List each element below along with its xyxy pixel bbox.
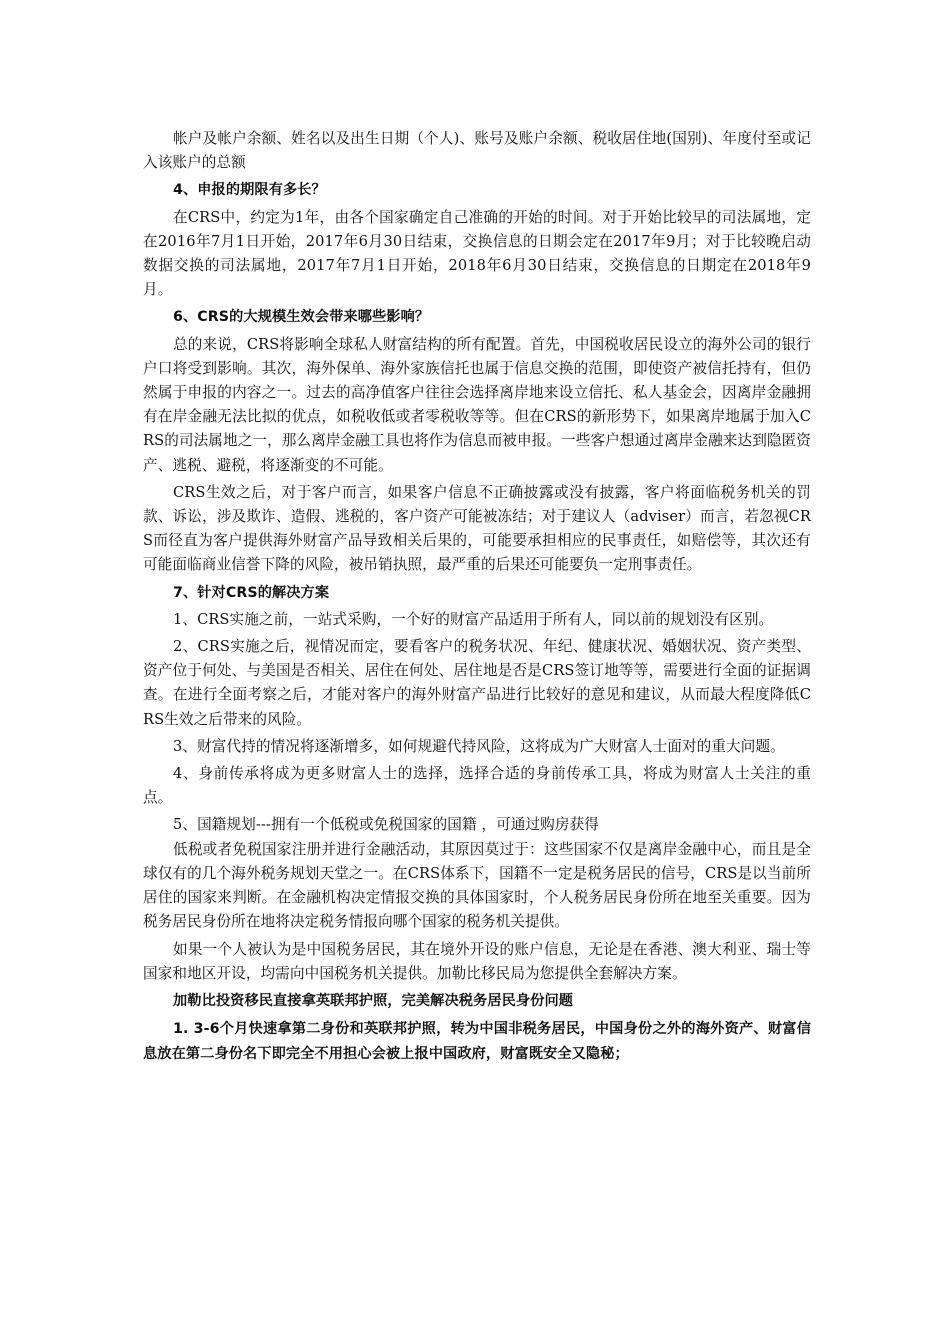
paragraph-account-info: 帐户及帐户余额、姓名以及出生日期（个人)、账号及账户余额、税收居住地(国别)、年度付至或记入该账户的总额 [143,130,811,172]
paragraph-crs-impact-consequences: CRS生效之后，对于客户而言，如果客户信息不正确披露或没有披露，客户将面临税务机关的罚款、诉讼，涉及欺诈、造假、逃税的，客户资产可能被冻结；对于建议人（adviser）而言，若忽视CRS而径直为客户提供海外财富产品导致相关后果的，可能要承担相应的民事责任，如赔偿等，其次还有可能面临商业信誉下降的风险，被吊销执照，最严重的后果还可能要负一定刑事责任。 [143,483,811,574]
paragraph-reporting-period: 在CRS中，约定为1年，由各个国家确定自己准确的开始的时间。对于开始比较早的司法属地，定在2016年7月1日开始，2017年6月30日结束，交换信息的日期会定在2017年9月；对于比较晚启动数据交换的司法属地，2017年7月1日开始，2018年6月30日结束，交换信息的日期定在2018年9月。 [143,208,811,299]
heading-crs-solutions: 7、针对CRS的解决方案 [173,584,330,601]
heading-reporting-period: 4、申报的期限有多长？ [173,182,326,199]
list-item-solution-5: 5、国籍规划---拥有一个低税或免税国家的国籍 ，可通过购房获得 [173,816,599,834]
list-item-solution-2: 2、CRS实施之后，视情况而定，要看客户的税务状况、年纪、健康状况、婚姻状况、资产类型、资产位于何处、与美国是否相关、居住在何处、居住地是否是CRS签订地等等，需要进行全面的证据调查。在进行全面考察之后，才能对客户的海外财富产品进行比较好的意见和建议，从而最大程度降低CRS生效之后带来的风险。 [143,638,811,728]
list-item-solution-3: 3、财富代持的情况将逐渐增多，如何规避代持风险，这将成为广大财富人士面对的重大问题。 [173,737,785,755]
list-item-solution-1: 1、CRS实施之前，一站式采购，一个好的财富产品适用于所有人，同以前的规划没有区别。 [173,610,774,628]
document-body [143,127,811,1067]
paragraph-caribbean-benefit-1: 1. 3-6个月快速拿第二身份和英联邦护照，转为中国非税务居民，中国身份之外的海外资产、财富信息放在第二身份名下即完全不用担心会被上报中国政府，财富既安全又隐秘； [143,1020,811,1062]
paragraph-crs-impact-overview: 总的来说，CRS将影响全球私人财富结构的所有配置。首先，中国税收居民设立的海外公司的银行户口将受到影响。其次，海外保单、海外家族信托也属于信息交换的范围，即使资产被信托持有，但仍然属于申报的内容之一。过去的高净值客户往往会选择离岸地来设立信托、私人基金会，因离岸金融拥有在岸金融无法比拟的优点，如税收低或者零税收等等。但在CRS的新形势下，如果离岸地属于加入CRS的司法属地之一，那么离岸金融工具也将作为信息而被申报。一些客户想通过离岸金融来达到隐匿资产、逃税、避税，将逐渐变的不可能。 [143,335,811,474]
paragraph-china-tax-resident: 如果一个人被认为是中国税务居民，其在境外开设的账户信息，无论是在香港、澳大利亚、瑞士等国家和地区开设，均需向中国税务机关提供。加勒比移民局为您提供全套解决方案。 [143,940,811,982]
heading-crs-impact: 6、CRS的大规模生效会带来哪些影响？ [173,309,430,326]
heading-caribbean-investment: 加勒比投资移民直接拿英联邦护照，完美解决税务居民身份问题 [173,992,574,1009]
paragraph-low-tax-countries: 低税或者免税国家注册并进行金融活动，其原因莫过于：这些国家不仅是离岸金融中心，而且是全球仅有的几个海外税务规划天堂之一。在CRS体系下，国籍不一定是税务居民的信号，CRS是以当前所居住的国家来判断。在金融机构决定情报交换的具体国家时，个人税务居民身份所在地至关重要。因为税务居民身份所在地将决定税务情报向哪个国家的税务机关提供。 [143,840,811,931]
list-item-solution-4: 4、身前传承将成为更多财富人士的选择，选择合适的身前传承工具，将成为财富人士关注的重点。 [143,765,811,807]
